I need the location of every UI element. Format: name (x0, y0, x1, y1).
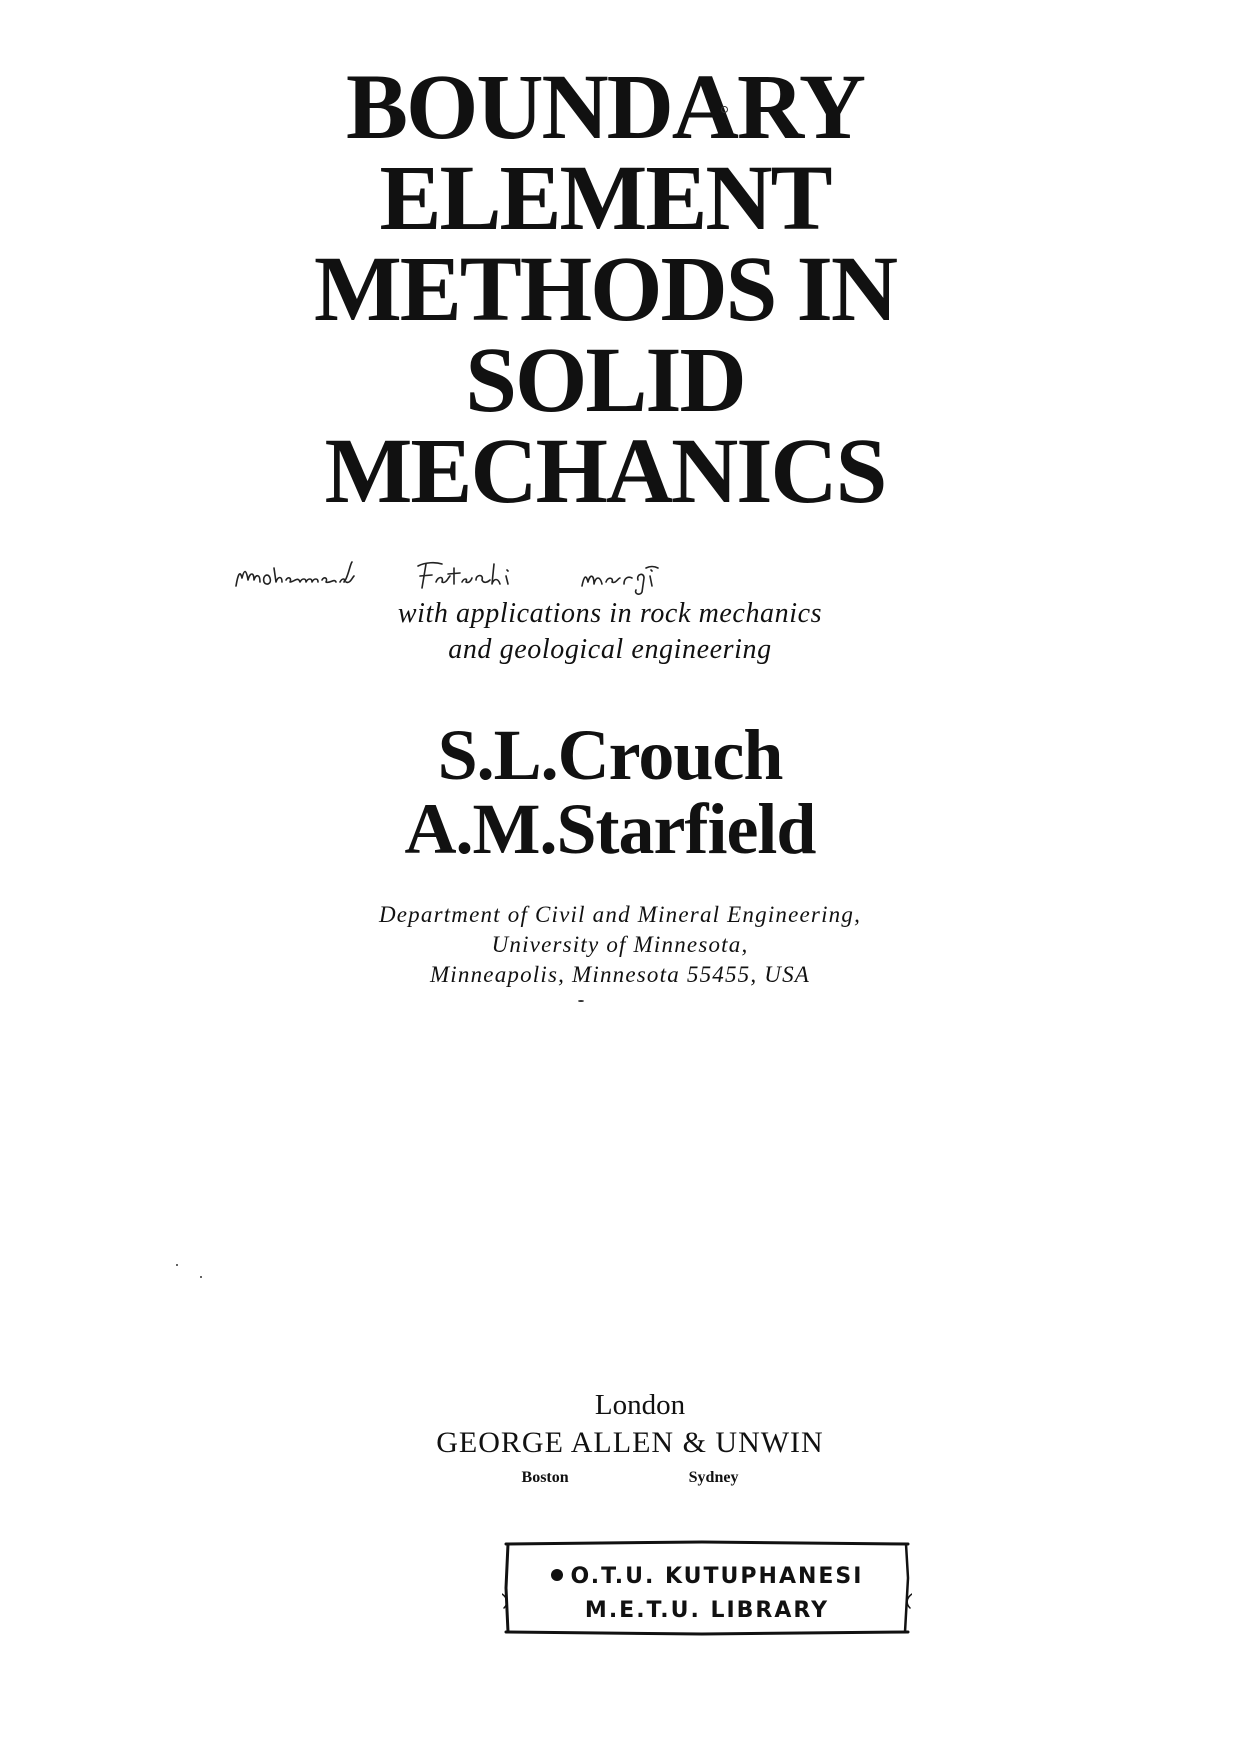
title-line: BOUNDARY (345, 56, 865, 159)
title-line: METHODS IN (313, 238, 896, 341)
affiliation-line: Minneapolis, Minnesota 55455, USA (429, 962, 811, 987)
author-name: S.L.Crouch (437, 715, 783, 795)
subtitle-line: with applications in rock mechanics (397, 598, 823, 629)
stamp-line (502, 1598, 912, 1623)
title-line: MECHANICS (324, 420, 886, 523)
stamp-line (502, 1564, 912, 1589)
scan-speck (176, 1264, 178, 1266)
title-line: ELEMENT (379, 147, 831, 250)
publisher-imprint (340, 1388, 920, 1490)
publisher-places (340, 1466, 920, 1490)
authors (340, 715, 880, 869)
publisher-place: Sydney (688, 1469, 739, 1486)
handwritten-signature (232, 548, 752, 596)
stamp-text: M.E.T.U. LIBRARY (584, 1598, 830, 1623)
subtitle-line: and geological engineering (448, 634, 772, 665)
subtitle (330, 596, 890, 668)
scan-speck (200, 1276, 202, 1278)
affiliation-line: Department of Civil and Mineral Engineering, (378, 902, 862, 927)
affiliation-line: University of Minnesota, (491, 932, 749, 957)
library-stamp (502, 1538, 912, 1638)
scan-speck (578, 1000, 584, 1002)
stamp-text: O.T.U. KUTUPHANESI (570, 1564, 864, 1589)
bullet-icon (551, 1569, 563, 1581)
book-title (270, 56, 940, 523)
author-affiliation (320, 900, 920, 990)
publisher-city: London (594, 1389, 686, 1421)
author-name: A.M.Starfield (404, 789, 816, 869)
publisher-name: GEORGE ALLEN & UNWIN (436, 1426, 824, 1459)
title-line: SOLID (465, 329, 745, 432)
scan-speck (721, 106, 728, 113)
signature-scribble (232, 548, 752, 596)
publisher-place: Boston (521, 1469, 569, 1486)
